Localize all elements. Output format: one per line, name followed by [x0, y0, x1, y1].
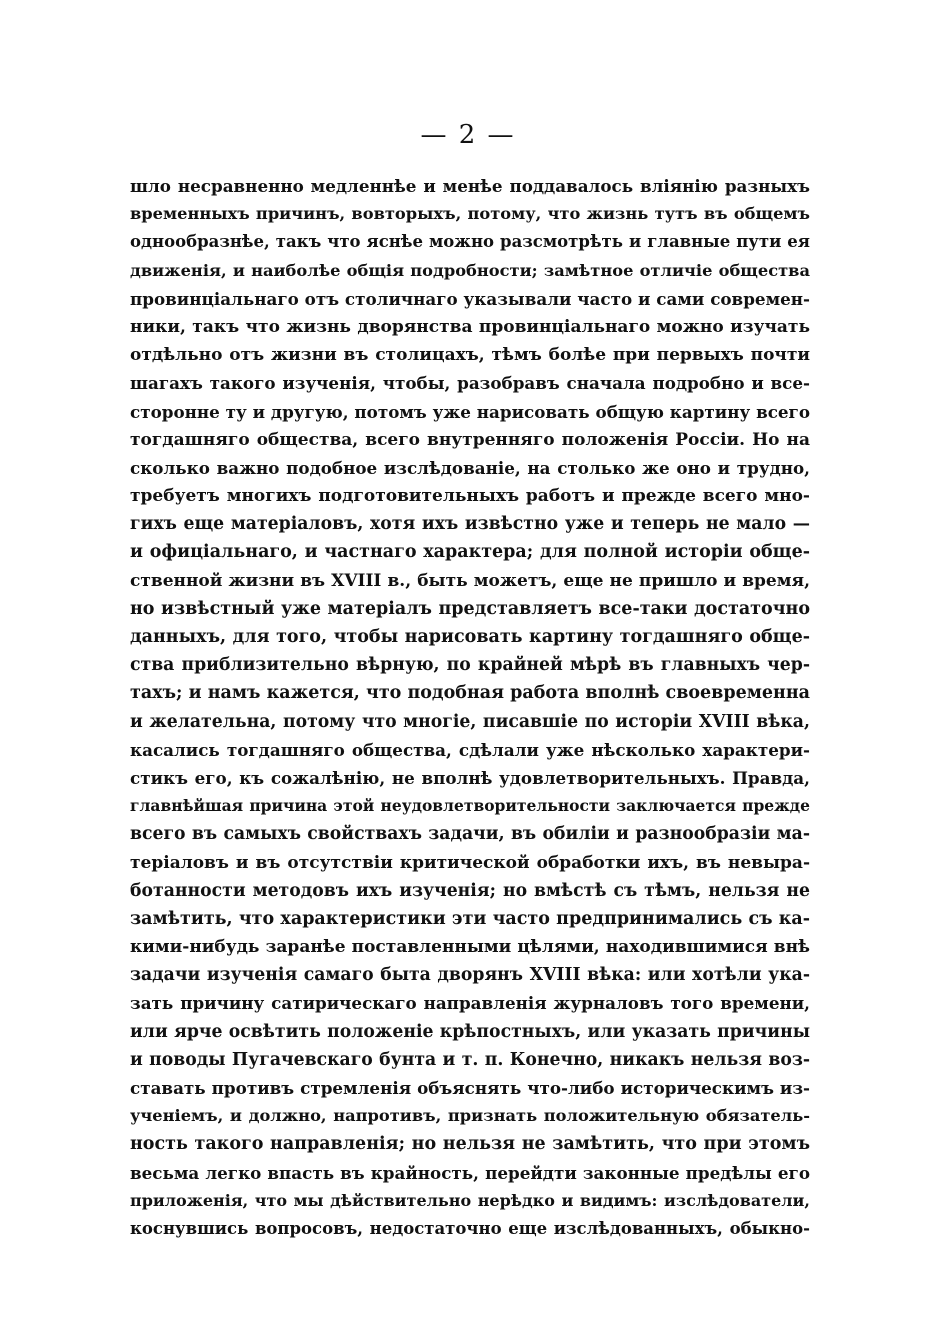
text-line: кими-нибудь заранѣе поставленными цѣлями, находившимися внѣ — [130, 937, 810, 958]
text-line: сторонне ту и другую, потомъ уже нарисовать общую картину всего — [130, 401, 810, 422]
text-line: гихъ еще матеріаловъ, хотя ихъ извѣстно уже и теперь не мало — — [130, 514, 810, 535]
text-line: данныхъ, для того, чтобы нарисовать картину тогдашняго обще- — [130, 627, 810, 647]
text-line: главнѣйшая причина этой неудовлетворительности заключается прежде — [130, 796, 810, 816]
text-line: ность такого направленія; но нельзя не замѣтить, что при этомъ — [130, 1134, 810, 1155]
text-line: отдѣльно отъ жизни въ столицахъ, тѣмъ болѣе при первыхъ почти — [130, 345, 810, 366]
text-line: тахъ; и намъ кажется, что подобная работа вполнѣ своевременна — [130, 683, 810, 704]
text-line: однообразнѣе, такъ что яснѣе можно разсмотрѣть и главные пути ея — [130, 232, 810, 252]
text-line: и желательна, потому что многіе, писавшіе по исторіи XVIII вѣка, — [130, 711, 810, 732]
text-line: шагахъ такого изученія, чтобы, разобравъ сначала подробно и все- — [130, 373, 810, 394]
text-line: провинціальнаго отъ столичнаго указывали часто и сами современ- — [130, 288, 810, 309]
text-line: тогдашняго общества, всего внутренняго положенія Россіи. Но на — [130, 429, 810, 450]
text-line: ученіемъ, и должно, напротивъ, признать положительную обязатель- — [130, 1106, 810, 1126]
text-line: но извѣстный уже матеріалъ представляетъ все-таки достаточно — [130, 598, 810, 619]
text-line: требуетъ многихъ подготовительныхъ работъ и прежде всего мно- — [130, 486, 810, 507]
text-line: сколько важно подобное изслѣдованіе, на столько же оно и трудно, — [130, 457, 810, 478]
text-line: задачи изученія самаго быта дворянъ XVIII вѣка: или хотѣли ука- — [130, 965, 810, 986]
text-line: шло несравненно медленнѣе и менѣе поддавалось вліянію разныхъ — [130, 176, 810, 196]
text-line: зать причину сатирическаго направленія журналовъ того времени, — [130, 993, 810, 1014]
text-line: приложенія, что мы дѣйствительно нерѣдко и видимъ: изслѣдователи, — [130, 1190, 810, 1210]
text-line: ники, такъ что жизнь дворянства провинціальнаго можно изучать — [130, 316, 810, 337]
text-line: временныхъ причинъ, вовторыхъ, потому, что жизнь тутъ въ общемъ — [130, 204, 810, 224]
text-line: весьма легко впасть въ крайность, перейдти законные предѣлы его — [130, 1162, 810, 1183]
body-text — [130, 172, 810, 1243]
page-number: — 2 — — [420, 120, 516, 150]
text-line: движенія, и наиболѣе общія подробности; замѣтное отличіе общества — [130, 260, 810, 280]
text-line: теріаловъ и въ отсутствіи критической обработки ихъ, въ невыра- — [130, 852, 810, 873]
text-line: коснувшись вопросовъ, недостаточно еще изслѣдованныхъ, обыкно- — [130, 1218, 810, 1238]
text-line: ства приблизительно вѣрную, по крайней мѣрѣ въ главныхъ чер- — [130, 655, 810, 676]
text-line: касались тогдашняго общества, сдѣлали уже нѣсколько характери- — [130, 739, 810, 760]
text-line: или ярче освѣтить положеніе крѣпостныхъ, или указать причины — [130, 1021, 810, 1042]
text-line: и офиціальнаго, и частнаго характера; для полной исторіи обще- — [130, 542, 810, 563]
text-line: и поводы Пугачевскаго бунта и т. п. Конечно, никакъ нельзя воз- — [130, 1049, 810, 1070]
text-line: ботанности методовъ ихъ изученія; но вмѣстѣ съ тѣмъ, нельзя не — [130, 880, 810, 901]
text-line: ственной жизни въ XVIII в., быть можетъ, еще не пришло и время, — [130, 570, 810, 591]
text-line: замѣтить, что характеристики эти часто предпринимались съ ка- — [130, 908, 810, 929]
text-line: ставать противъ стремленія объяснять что-либо историческимъ из- — [130, 1078, 810, 1098]
text-line: стикъ его, къ сожалѣнію, не вполнѣ удовлетворительныхъ. Правда, — [130, 767, 810, 788]
text-line: всего въ самыхъ свойствахъ задачи, въ обиліи и разнообразіи ма- — [130, 824, 810, 845]
